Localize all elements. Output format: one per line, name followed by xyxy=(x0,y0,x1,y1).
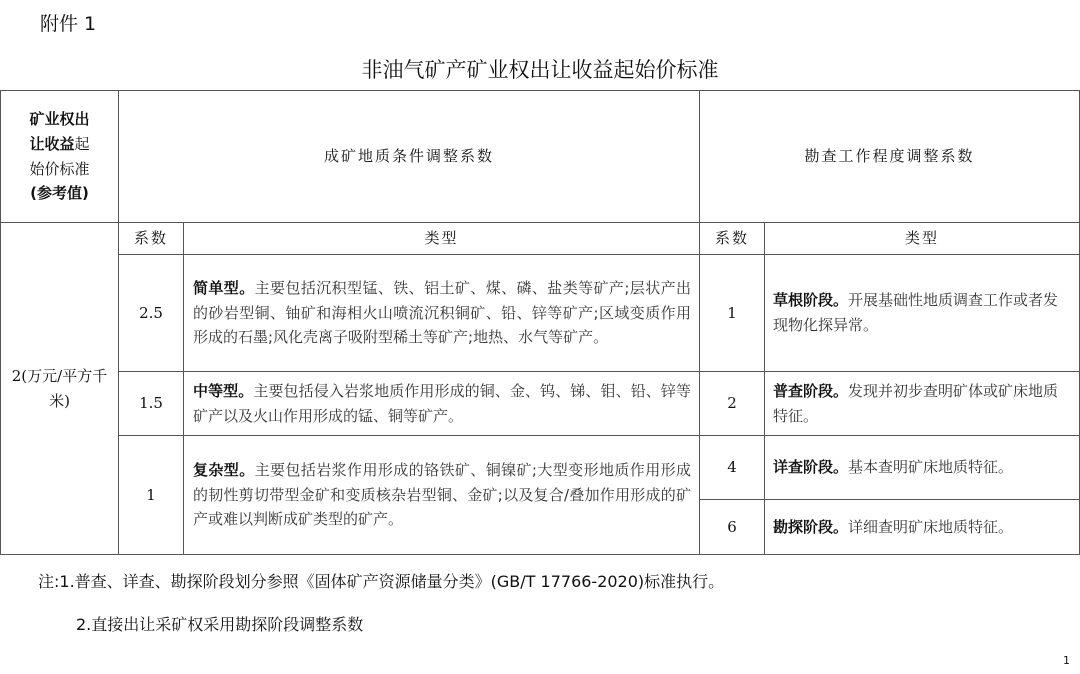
type-text: 主要包括岩浆作用形成的铬铁矿、铜镍矿;大型变形地质作用形成的韧性剪切带型金矿和变质核杂岩型铜、金矿;以及复合/叠加作用形成的矿产或难以判断成矿类型的矿产。 xyxy=(193,460,692,529)
header-geology-adjustment: 成矿地质条件调整系数 xyxy=(119,91,700,223)
table-row xyxy=(1,372,1080,436)
corner-line-4: (参考值) xyxy=(30,184,89,203)
type-lead: 中等型。 xyxy=(193,381,254,400)
corner-line-2b: 起 xyxy=(74,134,90,153)
attachment-label: 附件 1 xyxy=(40,13,97,35)
subheader-type-geology: 类型 xyxy=(184,223,700,255)
corner-header-cell xyxy=(1,91,119,223)
exploration-coef-cell: 2 xyxy=(700,372,765,436)
stage-lead: 详查阶段。 xyxy=(773,458,849,477)
geology-type-cell xyxy=(184,372,700,436)
exploration-type-cell xyxy=(765,500,1080,555)
document-title: 非油气矿产矿业权出让收益起始价标准 xyxy=(361,58,719,82)
corner-line-3: 始价标准 xyxy=(29,159,90,178)
corner-line-2a: 让收益 xyxy=(29,134,75,153)
page-number: 1 xyxy=(1063,654,1070,667)
stage-text: 发现并初步查明矿体或矿床地质特征。 xyxy=(773,381,1059,425)
price-standard-table xyxy=(0,90,1080,555)
exploration-coef-cell: 1 xyxy=(700,255,765,372)
table-row xyxy=(1,255,1080,372)
type-text: 主要包括侵入岩浆地质作用形成的铜、金、钨、锑、钼、铅、锌等矿产以及火山作用形成的锰、铜等矿产。 xyxy=(193,381,691,425)
table-header-row xyxy=(1,91,1080,223)
stage-text: 基本查明矿床地质特征。 xyxy=(848,458,1014,477)
subheader-coef-geology: 系数 xyxy=(119,223,184,255)
geology-coef-cell: 1.5 xyxy=(119,372,184,436)
geology-type-cell xyxy=(184,255,700,372)
table-subheader-row xyxy=(1,223,1080,255)
stage-text: 详细查明矿床地质特征。 xyxy=(848,517,1014,536)
header-exploration-adjustment: 勘查工作程度调整系数 xyxy=(700,91,1080,223)
unit-value-cell xyxy=(1,223,119,555)
subheader-type-exploration: 类型 xyxy=(765,223,1080,255)
footnote-2: 2.直接出让采矿权采用勘探阶段调整系数 xyxy=(76,615,364,634)
geology-coef-cell: 1 xyxy=(119,436,184,555)
corner-line-1: 矿业权出 xyxy=(29,110,90,128)
exploration-coef-cell: 4 xyxy=(700,436,765,500)
footnote-1: 注:1.普查、详查、勘探阶段划分参照《固体矿产资源储量分类》(GB/T 17766-2020)标准执行。 xyxy=(38,572,725,591)
geology-type-cell xyxy=(184,436,700,555)
stage-lead: 勘探阶段。 xyxy=(773,517,849,536)
stage-lead: 普查阶段。 xyxy=(773,381,849,400)
exploration-type-cell xyxy=(765,255,1080,372)
exploration-type-cell xyxy=(765,372,1080,436)
corner-line-2 xyxy=(1,132,118,157)
stage-lead: 草根阶段。 xyxy=(773,291,849,310)
exploration-type-cell xyxy=(765,436,1080,500)
exploration-coef-cell: 6 xyxy=(700,500,765,555)
subheader-coef-exploration: 系数 xyxy=(700,223,765,255)
geology-coef-cell: 2.5 xyxy=(119,255,184,372)
type-lead: 复杂型。 xyxy=(193,460,255,479)
table-row xyxy=(1,436,1080,500)
type-text: 主要包括沉积型锰、铁、铝土矿、煤、磷、盐类等矿产;层状产出的砂岩型铜、铀矿和海相火山喷流沉积铜矿、铅、锌等矿产;区域变质作用形成的石墨;风化壳离子吸附型稀土等矿产;地热、水气等矿产。 xyxy=(193,278,692,347)
stage-text: 开展基础性地质调查工作或者发现物化探异常。 xyxy=(773,291,1059,334)
type-lead: 简单型。 xyxy=(193,278,255,297)
unit-value: 2(万元/平方千米) xyxy=(11,366,108,410)
